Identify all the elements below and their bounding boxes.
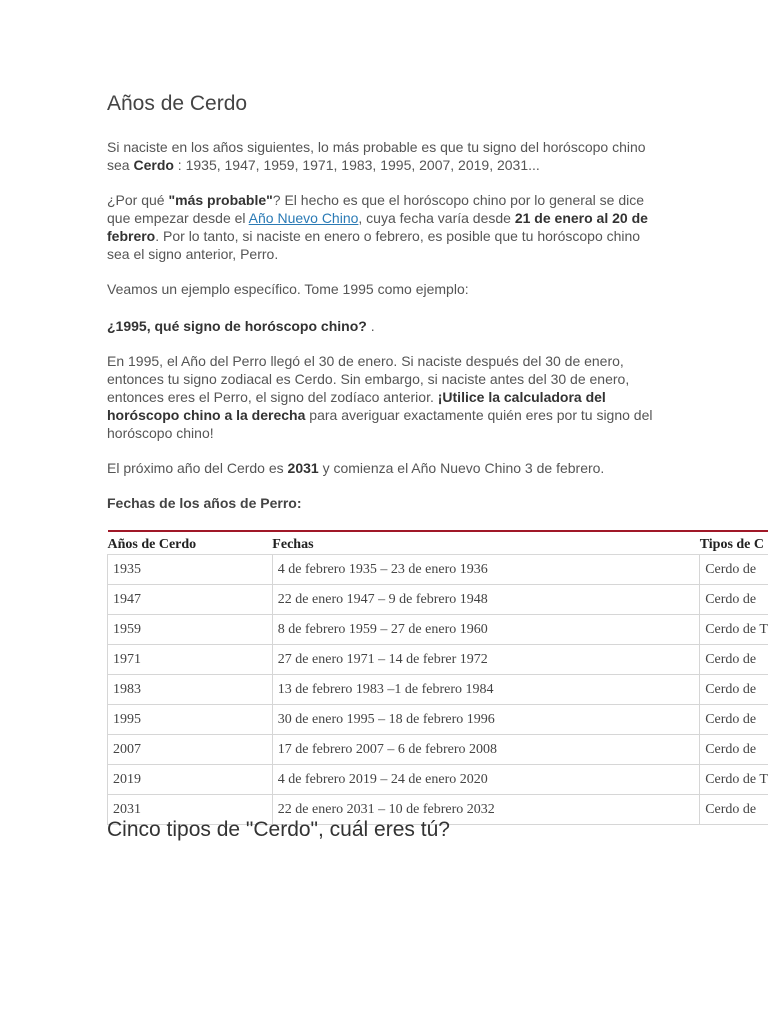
type-cell: Cerdo de — [700, 645, 768, 675]
dates-cell: 4 de febrero 2019 – 24 de enero 2020 — [272, 765, 699, 795]
why-bold: "más probable" — [168, 192, 273, 208]
why-paragraph — [107, 191, 662, 263]
year-cell: 1971 — [108, 645, 273, 675]
table-row — [108, 645, 768, 675]
dates-cell: 8 de febrero 1959 – 27 de enero 1960 — [272, 615, 699, 645]
type-cell: Cerdo de — [700, 555, 768, 585]
year-cell: 2019 — [108, 765, 273, 795]
table-row — [108, 585, 768, 615]
question-paragraph — [107, 317, 662, 335]
table-row — [108, 555, 768, 585]
intro-bold: Cerdo — [133, 157, 174, 173]
year-cell: 1995 — [108, 705, 273, 735]
type-cell: Cerdo de T — [700, 615, 768, 645]
why-text-a: ¿Por qué — [107, 192, 169, 208]
chinese-new-year-link[interactable]: Año Nuevo Chino — [248, 210, 359, 226]
header-types: Tipos de C — [700, 531, 768, 555]
intro-paragraph — [107, 138, 662, 174]
why-text-c: ? El hecho es que el horóscopo chino por lo general se dice que empezar desde el — [107, 192, 645, 226]
table-row — [108, 735, 768, 765]
question-bold: ¿1995, qué signo de horóscopo chino? — [107, 318, 367, 334]
next-year-end: y comienza el Año Nuevo Chino 3 de febrero. — [318, 460, 605, 476]
years-table — [107, 530, 768, 825]
dates-cell: 27 de enero 1971 – 14 de febrer 1972 — [272, 645, 699, 675]
header-dates: Fechas — [272, 531, 699, 555]
year-cell: 1935 — [108, 555, 273, 585]
question-dot: . — [366, 318, 375, 334]
type-cell: Cerdo de — [700, 705, 768, 735]
year-cell: 1959 — [108, 615, 273, 645]
dates-cell: 17 de febrero 2007 – 6 de febrero 2008 — [272, 735, 699, 765]
type-cell: Cerdo de — [700, 585, 768, 615]
table-row — [108, 705, 768, 735]
table-header-row — [108, 531, 768, 555]
calculator-callout: ¡Utilice la calculadora del horóscopo chino a la derecha — [107, 389, 606, 423]
explanation-end: para averiguar exactamente quién eres por tu signo del horóscopo chino! — [107, 407, 653, 441]
next-year-paragraph — [107, 459, 662, 477]
dates-cell: 30 de enero 1995 – 18 de febrero 1996 — [272, 705, 699, 735]
why-text-d: , cuya fecha varía desde — [358, 210, 515, 226]
explanation-paragraph — [107, 352, 662, 442]
why-text-f: . Por lo tanto, si naciste en enero o febrero, es posible que tu horóscopo chino sea el signo anterior, Perro. — [107, 228, 641, 262]
type-cell: Cerdo de T — [700, 765, 768, 795]
table-row — [108, 675, 768, 705]
intro-text: Si naciste en los años siguientes, lo más probable es que tu signo del horóscopo chino sea — [107, 139, 646, 173]
header-years: Años de Cerdo — [108, 531, 273, 555]
why-date-range: 21 de enero al 20 de febrero — [107, 210, 648, 244]
dates-cell: 22 de enero 1947 – 9 de febrero 1948 — [272, 585, 699, 615]
years-table-wrapper — [107, 530, 768, 825]
next-year-bold: 2031 — [287, 460, 319, 476]
type-cell: Cerdo de — [700, 675, 768, 705]
dates-cell: 22 de enero 2031 – 10 de febrero 2032 — [272, 795, 699, 825]
type-cell: Cerdo de — [700, 735, 768, 765]
year-cell: 1947 — [108, 585, 273, 615]
page-title: Años de Cerdo — [107, 92, 248, 115]
intro-years: : 1935, 1947, 1959, 1971, 1983, 1995, 2007, 2019, 2031... — [173, 157, 540, 173]
section-heading: Cinco tipos de "Cerdo", cuál eres tú? — [107, 818, 450, 841]
table-row — [108, 765, 768, 795]
type-cell: Cerdo de — [700, 795, 768, 825]
dates-cell: 13 de febrero 1983 –1 de febrero 1984 — [272, 675, 699, 705]
next-year-text: El próximo año del Cerdo es — [107, 460, 288, 476]
example-paragraph: Veamos un ejemplo específico. Tome 1995 como ejemplo: — [107, 281, 469, 297]
explanation-text: En 1995, el Año del Perro llegó el 30 de enero. Si naciste después del 30 de enero, entonces tu signo zodiacal es Cerdo. Sin embargo, si naciste antes del 30 de enero, entonces eres el Perro, el signo del zodíaco anterior. — [107, 353, 630, 405]
year-cell: 1983 — [108, 675, 273, 705]
table-row — [108, 615, 768, 645]
dates-cell: 4 de febrero 1935 – 23 de enero 1936 — [272, 555, 699, 585]
dates-heading: Fechas de los años de Perro: — [107, 495, 302, 511]
year-cell: 2031 — [108, 795, 273, 825]
year-cell: 2007 — [108, 735, 273, 765]
